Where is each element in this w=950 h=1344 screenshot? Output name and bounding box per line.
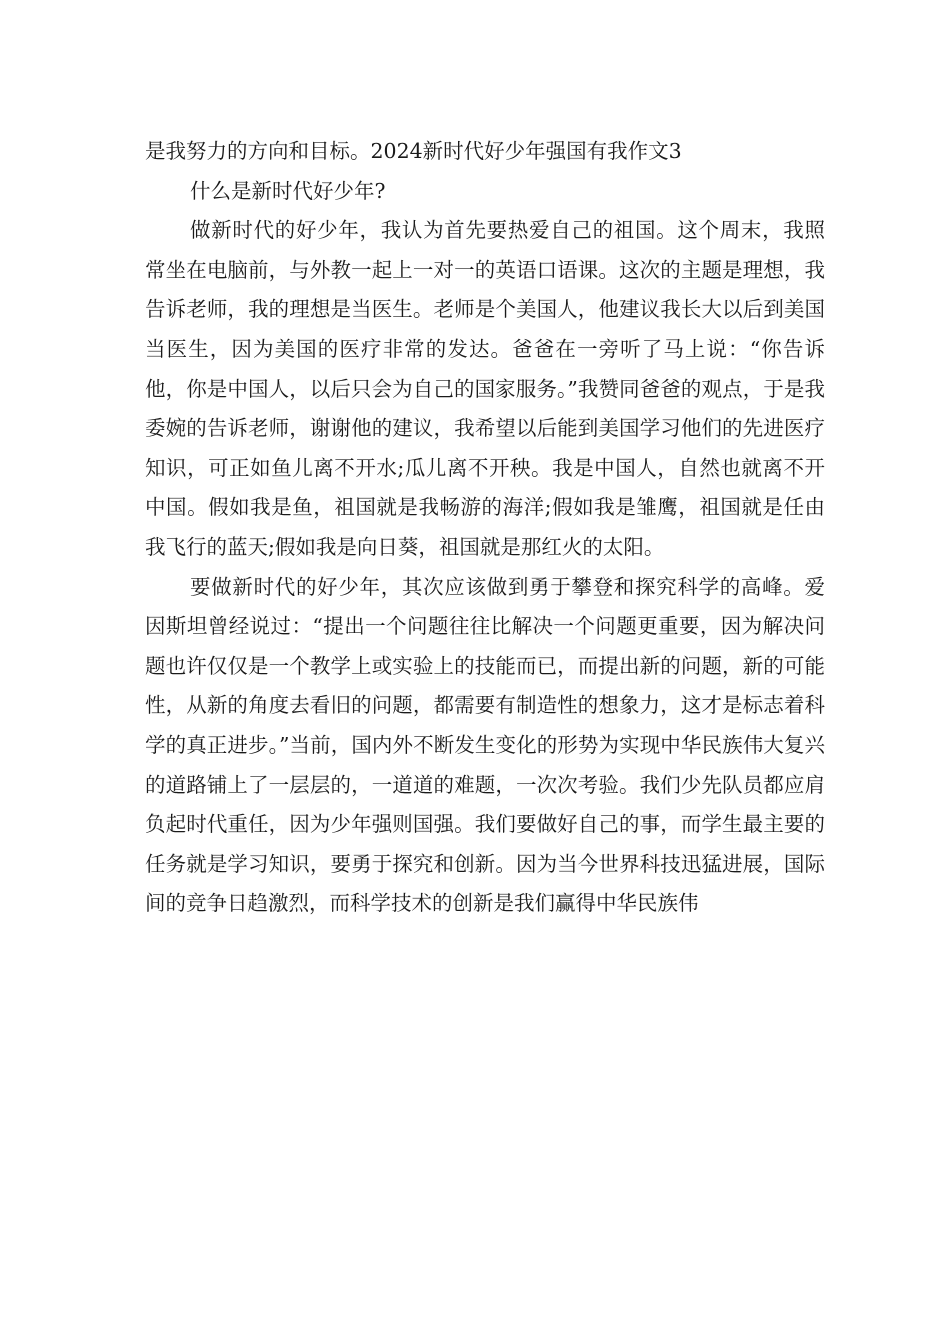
paragraph-science: 要做新时代的好少年，其次应该做到勇于攀登和探究科学的高峰。爱因斯坦曾经说过：“提出一个问题往往比解决一个问题更重要，因为解决问题也许仅仅是一个教学上或实验上的技能而已，而提出新的问题，新的可能性，从新的角度去看旧的问题，都需要有制造性的想象力，这才是标志着科学的真正进步。”当前，国内外不断发生变化的形势为实现中华民族伟大复兴的道路铺上了一层层的，一道道的难题，一次次考验。我们少先队员都应肩负起时代重任，因为少年强则国强。我们要做好自己的事，而学生最主要的任务就是学习知识，要勇于探究和创新。因为当今世界科技迅猛进展，国际间的竞争日趋激烈，而科学技术的创新是我们赢得中华民族伟	[145, 574, 825, 916]
document-body	[145, 132, 825, 924]
paragraph-continuation: 是我努力的方向和目标。2024新时代好少年强国有我作文3	[145, 139, 682, 163]
paragraph-question: 什么是新时代好少年?	[190, 178, 386, 203]
paragraph-love-country: 做新时代的好少年，我认为首先要热爱自己的祖国。这个周末，我照常坐在电脑前，与外教一起上一对一的英语口语课。这次的主题是理想，我告诉老师，我的理想是当医生。老师是个美国人，他建议我长大以后到美国当医生，因为美国的医疗非常的发达。爸爸在一旁听了马上说：“你告诉他，你是中国人，以后只会为自己的国家服务。”我赞同爸爸的观点，于是我委婉的告诉老师，谢谢他的建议，我希望以后能到美国学习他们的先进医疗知识，可正如鱼儿离不开水;瓜儿离不开秧。我是中国人，自然也就离不开中国。假如我是鱼，祖国就是我畅游的海洋;假如我是雏鹰，祖国就是任由我飞行的蓝天;假如我是向日葵，祖国就是那红火的太阳。	[145, 218, 825, 559]
